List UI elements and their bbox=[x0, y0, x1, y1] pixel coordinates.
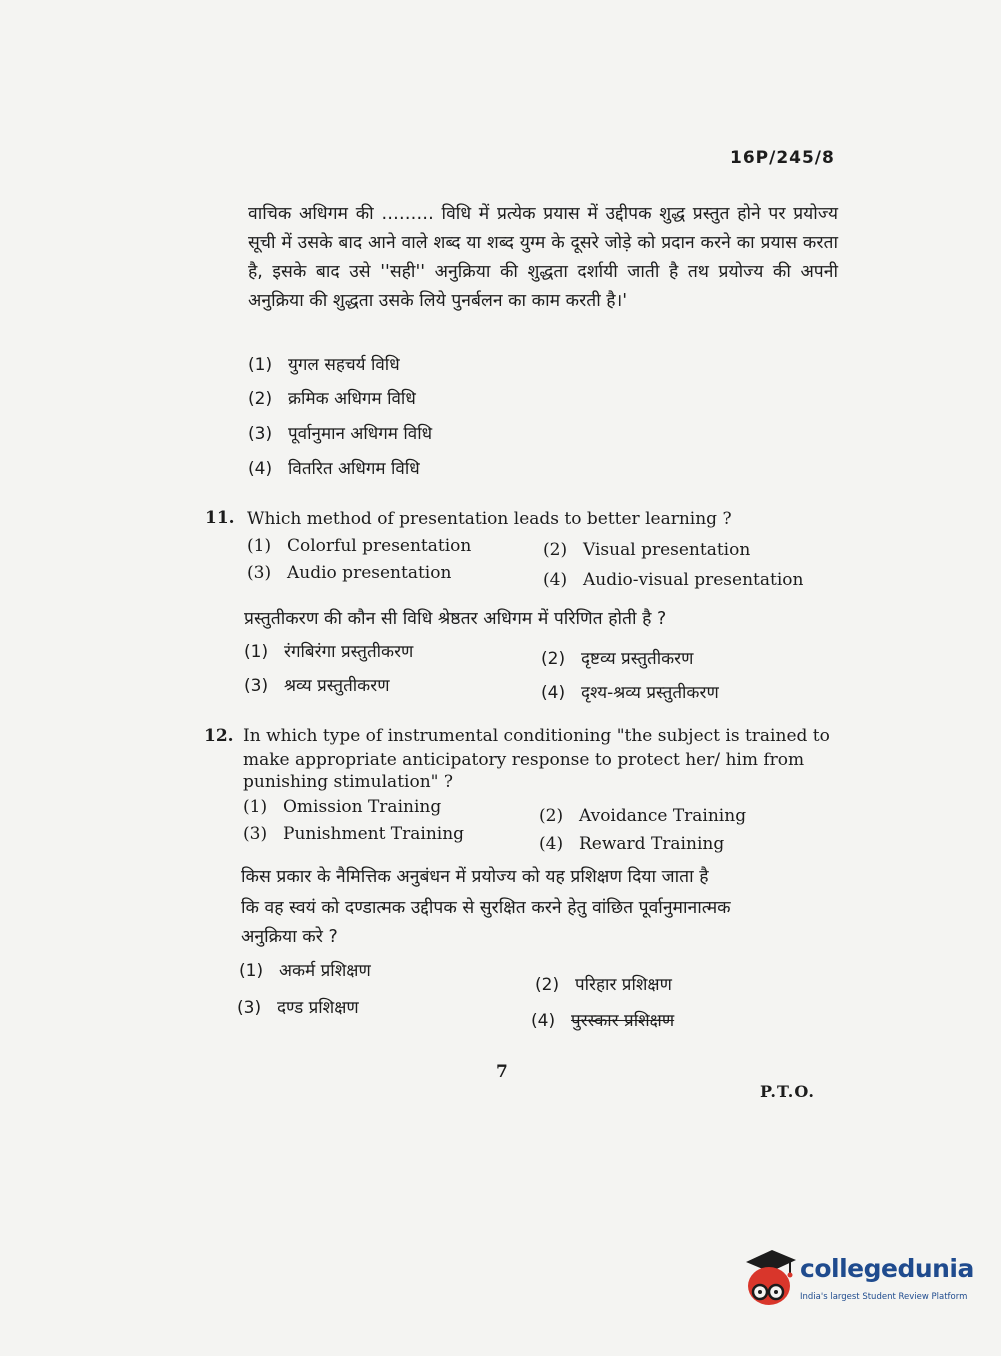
option-text: दृश्य-श्रव्य प्रस्तुतीकरण bbox=[581, 683, 719, 703]
q12-hi-option-3 bbox=[237, 995, 359, 1018]
option-text: पुरस्कार प्रशिक्षण bbox=[571, 1011, 675, 1031]
q11-hi-option-4 bbox=[541, 680, 719, 703]
q10-option-2 bbox=[248, 386, 416, 409]
option-number: (3) bbox=[237, 998, 262, 1018]
option-text: क्रमिक अधिगम विधि bbox=[288, 389, 416, 409]
option-number: (1) bbox=[243, 797, 268, 817]
page-number: 7 bbox=[496, 1062, 508, 1082]
option-number: (1) bbox=[247, 536, 272, 556]
paper-code: 16P/245/8 bbox=[730, 148, 835, 168]
option-text: परिहार प्रशिक्षण bbox=[575, 975, 672, 995]
option-number: (4) bbox=[531, 1011, 556, 1031]
option-number: (4) bbox=[541, 683, 566, 703]
option-number: (1) bbox=[239, 961, 264, 981]
option-number: (2) bbox=[541, 649, 566, 669]
q10-option-3 bbox=[248, 421, 432, 444]
option-text: Colorful presentation bbox=[287, 536, 472, 556]
q12-hi-option-4 bbox=[531, 1008, 674, 1031]
option-number: (1) bbox=[248, 355, 273, 375]
option-text: Audio presentation bbox=[287, 563, 452, 583]
q11-hi-option-1 bbox=[244, 639, 413, 662]
option-number: (3) bbox=[244, 676, 269, 696]
q11-number: 11. bbox=[205, 508, 235, 528]
option-number: (3) bbox=[247, 563, 272, 583]
option-text: दृष्टव्य प्रस्तुतीकरण bbox=[581, 649, 694, 669]
q12-hindi-line-1: किस प्रकार के नैमित्तिक अनुबंधन में प्रयोज्य को यह प्रशिक्षण दिया जाता है bbox=[241, 867, 709, 887]
option-text: Omission Training bbox=[283, 797, 442, 817]
q12-hindi-line-3: अनुक्रिया करे ? bbox=[241, 927, 338, 947]
option-number: (4) bbox=[248, 459, 273, 479]
brand-name: collegedunia bbox=[800, 1254, 974, 1283]
q12-hindi-line-2: कि वह स्वयं को दण्डात्मक उद्दीपक से सुरक्षित करने हेतु वांछित पूर्वानुमानात्मक bbox=[241, 898, 731, 918]
option-text: श्रव्य प्रस्तुतीकरण bbox=[284, 676, 390, 696]
q12-number: 12. bbox=[204, 726, 234, 746]
option-number: (1) bbox=[244, 642, 269, 662]
q11-hi-option-2 bbox=[541, 646, 693, 669]
q12-en-option-2 bbox=[539, 806, 746, 826]
option-text: Reward Training bbox=[579, 834, 725, 854]
option-number: (4) bbox=[539, 834, 564, 854]
option-number: (2) bbox=[248, 389, 273, 409]
q12-en-option-1 bbox=[243, 797, 441, 817]
option-number: (4) bbox=[543, 570, 568, 590]
option-text: Audio-visual presentation bbox=[583, 570, 804, 590]
q12-english-line-1: In which type of instrumental conditioning "the subject is trained to bbox=[243, 726, 830, 746]
option-number: (2) bbox=[539, 806, 564, 826]
collegedunia-watermark bbox=[742, 1248, 974, 1314]
pto-label: P.T.O. bbox=[760, 1082, 815, 1101]
option-text: Avoidance Training bbox=[579, 806, 747, 826]
q11-en-option-4 bbox=[543, 570, 803, 590]
q10-option-4 bbox=[248, 456, 420, 479]
q11-en-option-2 bbox=[543, 540, 750, 560]
q12-english-line-2: make appropriate anticipatory response to protect her/ him from bbox=[243, 750, 805, 770]
option-text: Punishment Training bbox=[283, 824, 465, 844]
q11-en-option-1 bbox=[247, 536, 471, 556]
option-text: रंगबिरंगा प्रस्तुतीकरण bbox=[284, 642, 414, 662]
option-number: (2) bbox=[543, 540, 568, 560]
q10-hindi-text: वाचिक अधिगम की ……… विधि में प्रत्येक प्रयास में उद्दीपक शुद्ध प्रस्तुत होने पर प्रयोज्य सूची में उसके बाद आने वाले शब्द या शब्द युग्म के दूसरे जोड़े को प्रदान करने का प्रयास करता है, इसके बाद उसे ''सही'' अनुक्रिया की शुद्धता दर्शायी जाती है तथ प्रयोज्य की अपनी अनुक्रिया की शुद्धता उसके लिये पुनर्बलन का काम करती है।' bbox=[248, 204, 838, 311]
option-text: दण्ड प्रशिक्षण bbox=[277, 998, 359, 1018]
option-text: Visual presentation bbox=[583, 540, 751, 560]
q11-hindi-text: प्रस्तुतीकरण की कौन सी विधि श्रेष्ठतर अधिगम में परिणित होती है ? bbox=[244, 609, 667, 629]
q12-en-option-3 bbox=[243, 824, 464, 844]
option-text: पूर्वानुमान अधिगम विधि bbox=[288, 424, 433, 444]
option-number: (3) bbox=[248, 424, 273, 444]
option-number: (3) bbox=[243, 824, 268, 844]
q11-hi-option-3 bbox=[244, 673, 389, 696]
q10-option-1 bbox=[248, 352, 400, 375]
option-text: युगल सहचर्य विधि bbox=[288, 355, 400, 375]
q12-english-line-3: punishing stimulation" ? bbox=[243, 772, 453, 792]
q11-en-option-3 bbox=[247, 563, 451, 583]
brand-tagline: India's largest Student Review Platform bbox=[800, 1292, 968, 1302]
q12-hi-option-2 bbox=[535, 972, 672, 995]
q11-english-text: Which method of presentation leads to better learning ? bbox=[247, 509, 732, 529]
q12-hi-option-1 bbox=[239, 958, 371, 981]
q12-en-option-4 bbox=[539, 834, 724, 854]
option-text: वितरित अधिगम विधि bbox=[288, 459, 420, 479]
option-text: अकर्म प्रशिक्षण bbox=[279, 961, 371, 981]
mascot-logo-icon bbox=[742, 1248, 798, 1310]
option-number: (2) bbox=[535, 975, 560, 995]
